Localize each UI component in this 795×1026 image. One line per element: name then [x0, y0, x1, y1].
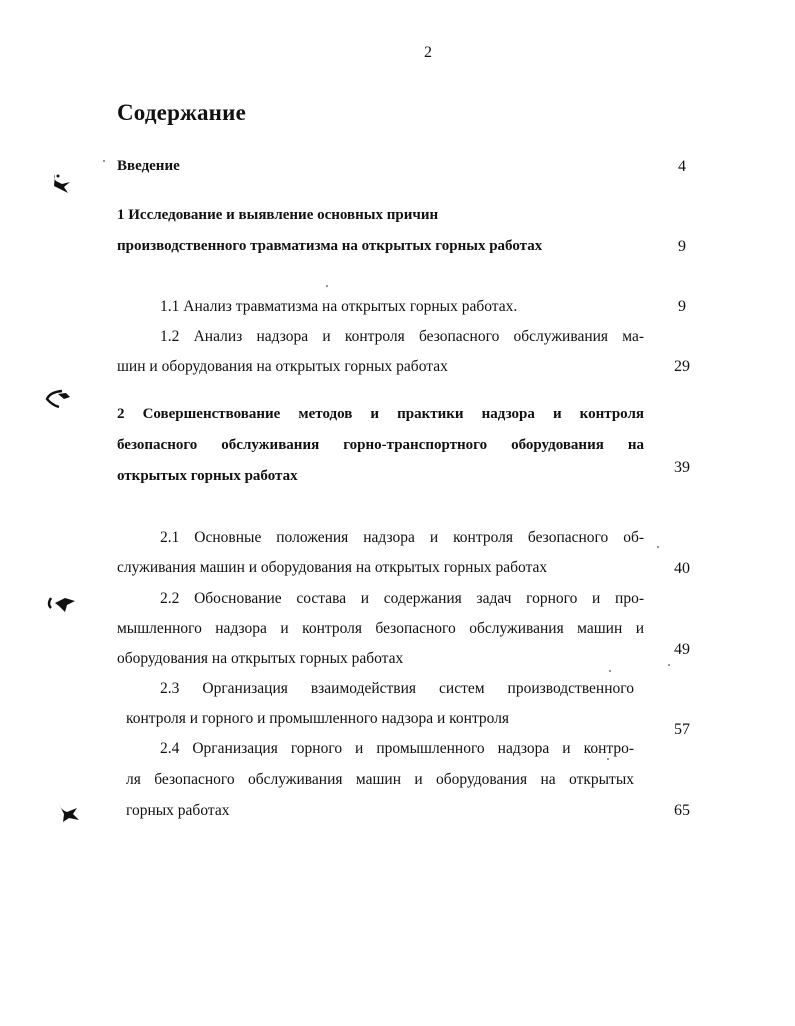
toc-line: мышленного надзора и контроля безопасного обслуживания машин и — [117, 620, 644, 637]
scan-speck — [103, 160, 105, 162]
toc-page-chapter-1: 9 — [678, 238, 686, 255]
toc-page-intro: 4 — [678, 158, 686, 175]
toc-entry-1-1: 1.1 Анализ травматизма на открытых горных работах. — [160, 298, 518, 315]
toc-line: ля безопасного обслуживания машин и оборудования на открытых — [126, 771, 634, 788]
toc-entry-intro: Введение — [117, 158, 180, 174]
toc-line: 2.2 Обоснование состава и содержания задач горного и про- — [160, 590, 644, 607]
scan-mark-icon — [50, 172, 76, 196]
toc-line: служивания машин и оборудования на открытых горных работах — [117, 559, 548, 576]
toc-line: контроля и горного и промышленного надзора и контроля — [126, 710, 510, 727]
scan-speck — [657, 546, 659, 548]
toc-line: 1.2 Анализ надзора и контроля безопасного обслуживания ма- — [160, 328, 644, 345]
toc-line: безопасного обслуживания горно-транспортного оборудования на — [117, 437, 644, 453]
toc-line: шин и оборудования на открытых горных работах — [117, 358, 448, 375]
toc-page-2-2: 49 — [674, 641, 690, 658]
toc-page-chapter-2: 39 — [674, 459, 690, 476]
toc-line: 2.3 Организация взаимодействия систем производственного — [160, 680, 634, 697]
scan-speck — [326, 285, 328, 287]
toc-page-2-1: 40 — [674, 560, 690, 577]
toc-line: 2.4 Организация горного и промышленного надзора и контро- — [160, 740, 634, 757]
scan-mark-icon — [55, 800, 85, 826]
scan-mark-icon — [44, 388, 74, 410]
toc-line: 2 Совершенствование методов и практики надзора и контроля — [117, 406, 644, 422]
scan-mark-icon — [45, 590, 79, 616]
toc-page-1-1: 9 — [678, 298, 686, 315]
scan-speck — [607, 758, 609, 760]
toc-line: 2.1 Основные положения надзора и контроля безопасного об- — [160, 529, 644, 546]
toc-page-1-2: 29 — [674, 358, 690, 375]
toc-page-2-3: 57 — [674, 721, 690, 738]
scan-speck — [609, 670, 611, 672]
page-number: 2 — [424, 44, 432, 61]
scan-speck — [668, 664, 670, 666]
toc-line: открытых горных работах — [117, 468, 298, 484]
toc-line: оборудования на открытых горных работах — [117, 650, 404, 667]
page-title: Содержание — [117, 100, 246, 125]
toc-page-2-4: 65 — [674, 802, 690, 819]
toc-line: производственного травматизма на открытых горных работах — [117, 238, 543, 254]
toc-line: горных работах — [126, 802, 230, 819]
toc-line: 1 Исследование и выявление основных причин — [117, 207, 439, 223]
